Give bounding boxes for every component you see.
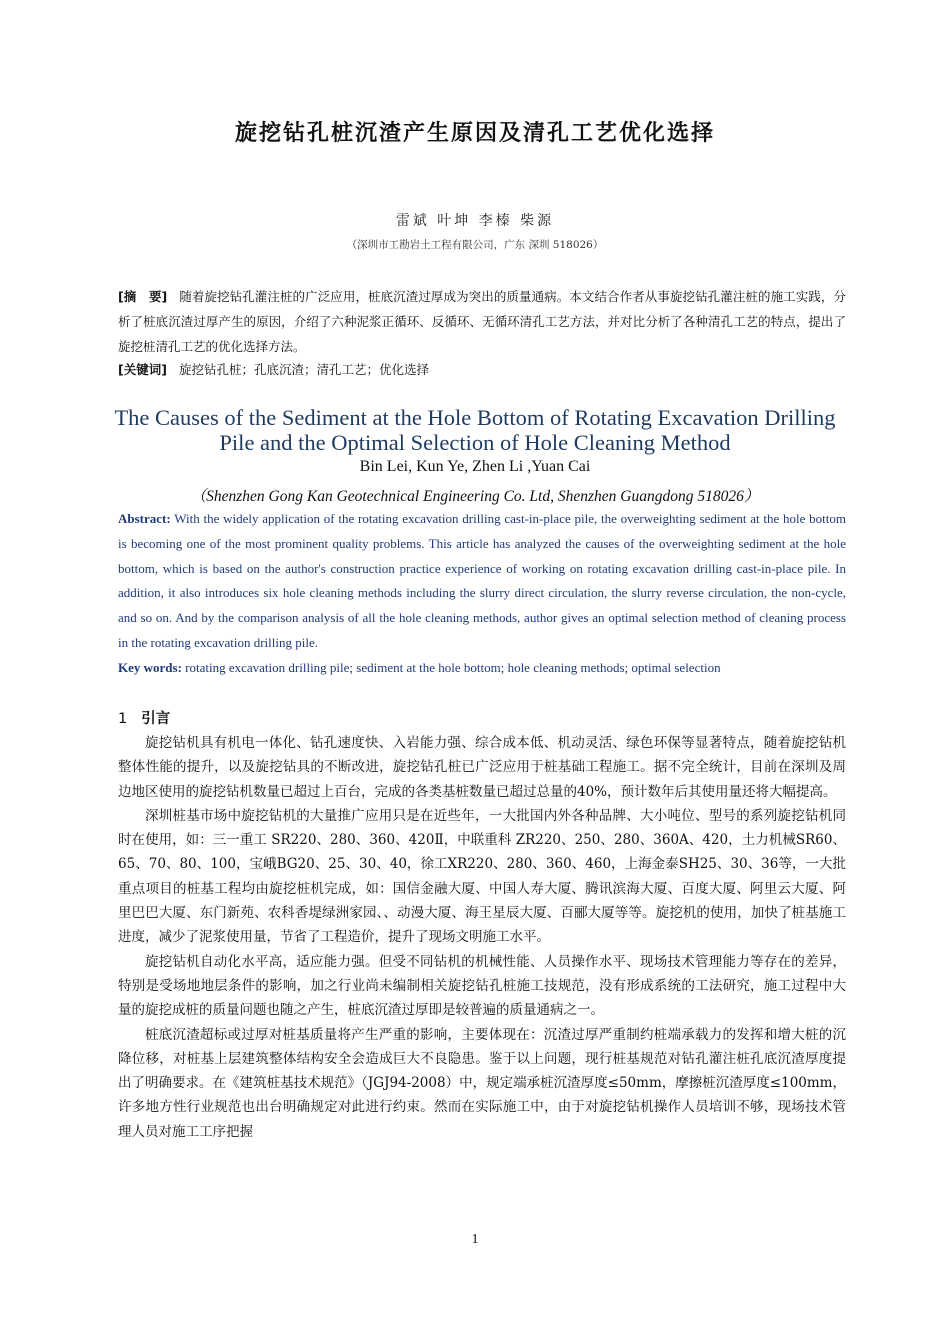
section-title: 引言: [141, 711, 171, 727]
author-list: 雷斌 叶坤 李榛 柴源: [395, 213, 555, 229]
body-paragraph: 桩底沉渣超标或过厚对桩基质量将产生严重的影响，主要体现在：沉渣过厚严重制约桩端承载力的发挥和增大桩的沉降位移，对桩基上层建筑整体结构安全会造成巨大不良隐患。鉴于以上问题，现行桩基规范对钻孔灌注桩孔底沉渣厚度提出了明确要求。在《建筑桩基技术规范》（JGJ94-2008）中，规定端承桩沉渣厚度≤50mm，摩擦桩沉渣厚度≤100mm，许多地方性行业规范也出台明确规定对此进行约束。然而在实际施工中，由于对旋挖钻机操作人员培训不够，现场技术管理人员对施工工序把握: [118, 1026, 846, 1140]
keywords-cn-label: [关键词]: [118, 362, 167, 377]
body-paragraph: 旋挖钻机具有机电一体化、钻孔速度快、入岩能力强、综合成本低、机动灵活、绿色环保等显著特点，随着旋挖钻机整体性能的提升，以及旋挖钻具的不断改进，旋挖钻孔桩已广泛应用于桩基础工程施工。据不完全统计，目前在深圳及周边地区使用的旋挖钻机数量已超过上百台，完成的各类基桩数量已超过总量的40%，预计数年后其使用量还将大幅提高。: [118, 735, 846, 800]
english-title: The Causes of the Sediment at the Hole Bottom of Rotating Excavation Drilling Pile and the Optimal Selection of Hole Cleaning Method: [114, 405, 836, 455]
body-paragraph: 深圳桩基市场中旋挖钻机的大量推广应用只是在近些年，一大批国内外各种品牌、大小吨位、型号的系列旋挖钻机同时在使用，如：三一重工 SR220、280、360、420Ⅱ，中联重科 ZR220、250、280、360A、420，土力机械SR60、65、70、80、100，宝峨BG20、25、30、40，徐工XR220、280、360、460，上海金泰SH25、30、36等，一大批重点项目的桩基工程均由旋挖桩机完成，如：国信金融大厦、中国人寿大厦、腾讯滨海大厦、百度大厦、阿里云大厦、阿里巴巴大厦、东门新苑、农科香堤绿洲家园、、动漫大厦、海王星辰大厦、百郦大厦等等。旋挖机的使用，加快了桩基施工进度，减少了泥浆使用量，节省了工程造价，提升了现场文明施工水平。: [118, 807, 846, 946]
keywords-cn: [118, 358, 846, 382]
section-number: 1: [118, 711, 128, 727]
keywords-en-label: Key words:: [118, 660, 182, 675]
abstract-cn: [118, 284, 846, 359]
section-body: [118, 731, 846, 1144]
english-affiliation: （Shenzhen Gong Kan Geotechnical Engineering Co. Ltd, Shenzhen Guangdong 518026）: [190, 488, 760, 505]
body-paragraph: 旋挖钻机自动化水平高，适应能力强。但受不同钻机的机械性能、人员操作水平、现场技术管理能力等存在的差异，特别是受场地地层条件的影响，加之行业尚未编制相关旋挖钻孔桩施工技规范，没有形成系统的工法研究，施工过程中大量的旋挖成桩的质量问题也随之产生，桩底沉渣过厚即是较普遍的质量通病之一。: [118, 953, 846, 1019]
section-heading: [118, 707, 170, 728]
page-number: 1: [471, 1232, 479, 1247]
keywords-cn-text: 旋挖钻孔桩；孔底沉渣；清孔工艺；优化选择: [178, 362, 429, 377]
paper-title: 旋挖钻孔桩沉渣产生原因及清孔工艺优化选择: [234, 121, 715, 146]
abstract-cn-text: 随着旋挖钻孔灌注桩的广泛应用，桩底沉渣过厚成为突出的质量通病。本文结合作者从事旋挖钻孔灌注桩的施工实践，分析了桩底沉渣过厚产生的原因，介绍了六种泥浆正循环、反循环、无循环清孔工艺方法，并对比分析了各种清孔工艺的特点，提出了旋挖桩清孔工艺的优化选择方法。: [118, 289, 846, 354]
english-author-list: Bin Lei, Kun Ye, Zhen Li ,Yuan Cai: [359, 458, 591, 475]
abstract-cn-label: [摘 要]: [118, 289, 168, 304]
keywords-en-text: rotating excavation drilling pile; sediment at the hole bottom; hole cleaning methods; optimal selection: [185, 660, 721, 675]
abstract-en-label: Abstract:: [118, 511, 171, 526]
author-affiliation: （深圳市工勘岩土工程有限公司，广东 深圳 518026）: [346, 239, 604, 251]
abstract-en-text: With the widely application of the rotating excavation drilling cast-in-place pile, the overweighting sediment at the hole bottom is becoming one of the most prominent quality problems. This article has analyzed the causes of the overweighting sediment at the hole bottom, which is based on the author's construction practice experience of working on rotating excavation drilling cast-in-place pile. In addition, it also introduces six hole cleaning methods including the slurry direct circulation, the slurry reverse circulation, the non-cycle, and so on. And by the comparison analysis of all the hole cleaning methods, author gives an optimal selection method of cleaning process in the rotating excavation drilling pile.: [118, 511, 846, 650]
keywords-en: [118, 656, 846, 680]
abstract-en: [118, 507, 846, 656]
